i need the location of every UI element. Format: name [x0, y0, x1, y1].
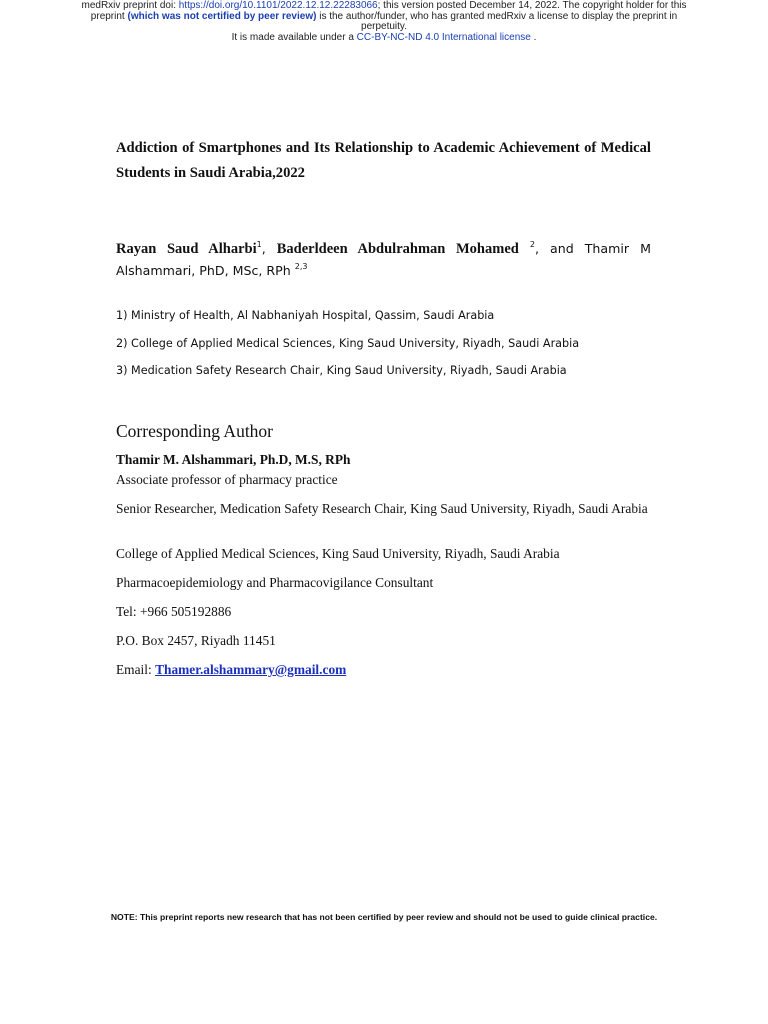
author-pobox: P.O. Box 2457, Riyadh 11451 — [116, 633, 276, 648]
email-label: Email: — [116, 662, 156, 677]
banner-line-4 — [60, 33, 708, 44]
corresponding-author-heading: Corresponding Author — [116, 421, 274, 441]
doi-link[interactable]: https://doi.org/10.1101/2022.12.12.22283066 — [178, 0, 378, 11]
peer-review-notice: (which was not certified by peer review) — [127, 10, 317, 22]
author-position: Associate professor of pharmacy practice — [116, 472, 338, 487]
author-3: , and Thamir M Alshammari, PhD, MSc, RPh — [116, 241, 651, 278]
affiliation-2: 2) College of Applied Medical Sciences, King Saud University, Riyadh, Saudi Arabia — [116, 337, 580, 350]
author-list — [116, 236, 651, 279]
banner-license-text: is the author/funder, who has granted medRxiv a license to display the preprint in — [316, 10, 678, 22]
author-college: College of Applied Medical Sciences, King Saud University, Riyadh, Saudi Arabia — [116, 546, 560, 561]
banner-doi-prefix: medRxiv preprint doi: — [81, 0, 179, 11]
affiliation-3: 3) Medication Safety Research Chair, King Saud University, Riyadh, Saudi Arabia — [116, 364, 567, 377]
banner-line-3: perpetuity. — [361, 21, 407, 33]
banner-period: . — [530, 31, 537, 43]
paper-title: Addiction of Smartphones and Its Relationship to Academic Achievement of Medical Students in Saudi Arabia,2022 — [116, 140, 651, 181]
corresponding-author-name: Thamir M. Alshammari, Ph.D, M.S, RPh — [116, 452, 351, 467]
author-3-affiliation: 2,3 — [294, 262, 308, 271]
author-2: Baderldeen Abdulrahman Mohamed — [276, 241, 519, 257]
preprint-banner — [60, 1, 708, 43]
author-1-affiliation: 1 — [256, 240, 262, 249]
author-1: Rayan Saud Alharbi — [116, 241, 257, 257]
author-separator: , — [261, 241, 277, 256]
email-link[interactable]: Thamer.alshammary@gmail.com — [155, 662, 347, 677]
author-role: Senior Researcher, Medication Safety Research Chair, King Saud University, Riyadh, Saudi Arabia — [116, 501, 648, 516]
affiliation-1: 1) Ministry of Health, Al Nabhaniyah Hospital, Qassim, Saudi Arabia — [116, 309, 495, 322]
author-consultant: Pharmacoepidemiology and Pharmacovigilance Consultant — [116, 575, 434, 590]
license-link[interactable]: CC-BY-NC-ND 4.0 International license — [356, 31, 531, 43]
author-2-affiliation: 2 — [529, 240, 535, 249]
author-phone: Tel: +966 505192886 — [116, 604, 232, 619]
banner-preprint-text: preprint — [90, 10, 128, 22]
banner-available-text: It is made available under a — [231, 31, 357, 43]
preprint-note: NOTE: This preprint reports new research that has not been certified by peer review and should not be used to guide clinical practice. — [110, 912, 658, 922]
author-email-line — [116, 662, 346, 678]
banner-version-text: ; this version posted December 14, 2022. The copyright holder for this — [377, 0, 687, 11]
